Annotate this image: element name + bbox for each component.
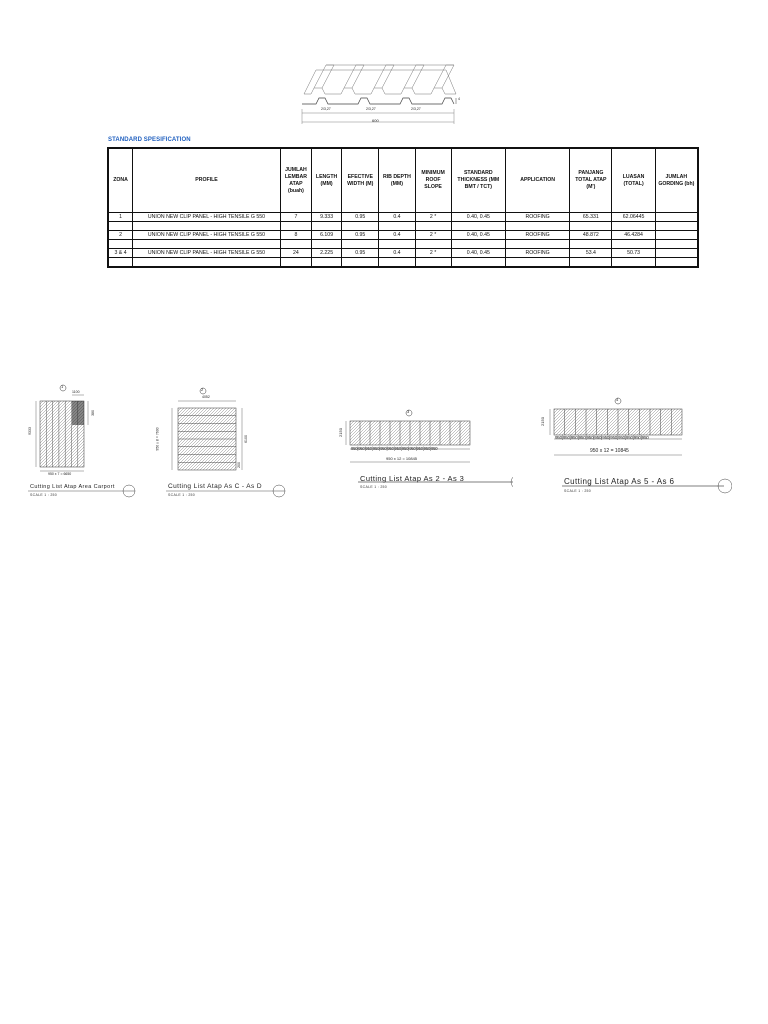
header-cell: APPLICATION bbox=[505, 149, 569, 213]
header-cell: LENGTH (MM) bbox=[312, 149, 342, 213]
dim-bottom: 950 x 12 = 10845 bbox=[386, 456, 418, 461]
table-cell: 2 * bbox=[415, 231, 451, 240]
drawing-scale: SCALE 1 : 250 bbox=[30, 493, 58, 497]
table-cell: UNION NEW CLIP PANEL - HIGH TENSILE G 550 bbox=[133, 231, 281, 240]
dim-side: 9333 bbox=[27, 427, 32, 435]
table-cell: 8 bbox=[280, 231, 311, 240]
dim-side: 2150 bbox=[539, 417, 545, 426]
table-cell: UNION NEW CLIP PANEL - HIGH TENSILE G 550 bbox=[133, 249, 281, 258]
header-cell: PROFILE bbox=[133, 149, 281, 213]
header-cell: JUMLAH LEMBAR ATAP (buah) bbox=[280, 149, 311, 213]
table-cell: 2.225 bbox=[312, 249, 342, 258]
drawing-scale: SCALE 1 : 250 bbox=[564, 489, 592, 493]
table-cell: 46.4284 bbox=[612, 231, 655, 240]
roof-profile-drawing bbox=[296, 60, 466, 130]
table-cell: 0.4 bbox=[379, 231, 415, 240]
cutting-drawing-1 bbox=[28, 383, 153, 501]
table-cell: 0.40, 0.45 bbox=[451, 231, 505, 240]
dim-top: 1100 bbox=[72, 390, 80, 394]
header-cell: MINIMUM ROOF SLOPE bbox=[415, 149, 451, 213]
profile-height: 4 bbox=[458, 97, 460, 101]
profile-dim-3: 2/3,27 bbox=[411, 107, 421, 111]
drawing-number: 4 bbox=[616, 397, 619, 402]
cutting-drawing-2 bbox=[155, 383, 298, 501]
header-cell: JUMLAH GORDING (bh) bbox=[655, 149, 697, 213]
table-cell: 65.331 bbox=[570, 213, 612, 222]
drawing-title: Cutting List Atap Area Carport bbox=[30, 484, 115, 490]
spec-header-row bbox=[109, 149, 698, 213]
table-cell bbox=[655, 213, 697, 222]
profile-width: 600 bbox=[372, 118, 379, 123]
dim-small: 200 bbox=[236, 462, 241, 468]
table-cell bbox=[655, 231, 697, 240]
dim-top: 4052 bbox=[202, 395, 210, 399]
table-cell: 0.95 bbox=[342, 249, 379, 258]
table-cell: 2 bbox=[109, 231, 133, 240]
drawing-scale: SCALE 1 : 250 bbox=[168, 493, 196, 497]
profile-dim-1: 2/3,27 bbox=[321, 107, 331, 111]
spec-table bbox=[108, 148, 698, 267]
table-cell: 0.95 bbox=[342, 231, 379, 240]
dim-segments: 950|950|950|950|950|950|950|950|950|950|950|950 bbox=[351, 446, 438, 451]
table-cell: 2 * bbox=[415, 213, 451, 222]
table-cell: 3 & 4 bbox=[109, 249, 133, 258]
cutting-list-band bbox=[28, 383, 732, 501]
dim-side: 2150 bbox=[337, 428, 343, 437]
table-cell: 0.4 bbox=[379, 249, 415, 258]
table-cell: 50.73 bbox=[612, 249, 655, 258]
dim-right: 380 bbox=[90, 410, 95, 416]
dim-side: 950 x 8 = 7600 bbox=[155, 427, 160, 451]
table-cell: 0.95 bbox=[342, 213, 379, 222]
table-cell: ROOFING bbox=[505, 249, 569, 258]
drawing-title: Cutting List Atap As 5 - As 6 bbox=[564, 477, 675, 486]
table-cell: UNION NEW CLIP PANEL - HIGH TENSILE G 550 bbox=[133, 213, 281, 222]
table-cell: 2 * bbox=[415, 249, 451, 258]
table-row bbox=[109, 249, 698, 258]
table-cell: 0.40, 0.45 bbox=[451, 249, 505, 258]
table-row-empty bbox=[109, 240, 698, 249]
cutting-drawing-3 bbox=[308, 383, 513, 501]
dim-segments: 950|950|950|950|950|950|950|950|950|950|950|950 bbox=[555, 435, 649, 440]
dim-bottom: 950 x 7 = 6650 bbox=[48, 472, 72, 476]
table-cell: 6.109 bbox=[312, 231, 342, 240]
table-row-empty bbox=[109, 258, 698, 267]
dim-bottom: 950 x 12 = 10845 bbox=[590, 448, 629, 454]
table-row bbox=[109, 213, 698, 222]
table-cell: 7 bbox=[280, 213, 311, 222]
drawing-title: Cutting List Atap As 2 - As 3 bbox=[360, 474, 465, 483]
dim-right: 6100 bbox=[243, 435, 248, 443]
table-cell: 0.40, 0.45 bbox=[451, 213, 505, 222]
table-cell: 9.333 bbox=[312, 213, 342, 222]
drawing-number: 3 bbox=[407, 409, 410, 414]
table-cell: ROOFING bbox=[505, 231, 569, 240]
header-cell: ZONA bbox=[109, 149, 133, 213]
table-cell bbox=[655, 249, 697, 258]
header-cell: EFECTIVE WIDTH (M) bbox=[342, 149, 379, 213]
table-cell: 53.4 bbox=[570, 249, 612, 258]
drawing-title: Cutting List Atap As C - As D bbox=[168, 483, 262, 490]
table-cell: ROOFING bbox=[505, 213, 569, 222]
header-cell: PANJANG TOTAL ATAP (M') bbox=[570, 149, 612, 213]
drawing-number: 2 bbox=[201, 387, 204, 392]
table-cell: 1 bbox=[109, 213, 133, 222]
table-cell: 0.4 bbox=[379, 213, 415, 222]
table-row bbox=[109, 231, 698, 240]
header-cell: RIB DEPTH (MM) bbox=[379, 149, 415, 213]
header-cell: STANDARD THICKNESS (MM BMT / TCT) bbox=[451, 149, 505, 213]
spec-title: STANDARD SPESIFICATION bbox=[108, 137, 191, 143]
drawing-number: 1 bbox=[61, 384, 64, 389]
table-cell: 24 bbox=[280, 249, 311, 258]
cutting-drawing-4 bbox=[518, 383, 732, 501]
profile-dim-2: 2/3,27 bbox=[366, 107, 376, 111]
table-cell: 48.872 bbox=[570, 231, 612, 240]
table-row-empty bbox=[109, 222, 698, 231]
table-cell: 62.06445 bbox=[612, 213, 655, 222]
header-cell: LUASAN (TOTAL) bbox=[612, 149, 655, 213]
drawing-scale: SCALE 1 : 250 bbox=[360, 485, 388, 489]
